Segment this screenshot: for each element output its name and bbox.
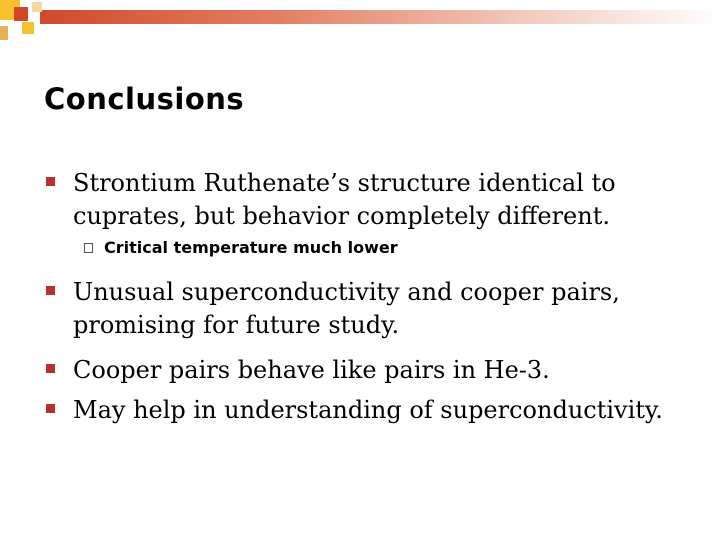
square-bullet-icon — [46, 177, 55, 186]
banner-square-decoration — [22, 22, 34, 34]
banner-square-decoration — [0, 26, 8, 40]
banner-gradient-bar — [40, 10, 720, 24]
square-bullet-icon — [46, 364, 55, 373]
banner-square-decoration — [14, 7, 28, 21]
bullet-text: Unusual superconductivity and cooper pairs, promising for future study. — [73, 278, 620, 339]
sub-bullet-text: Critical temperature much lower — [104, 238, 398, 257]
bullet-text: Cooper pairs behave like pairs in He-3. — [73, 356, 550, 384]
banner-square-decoration — [32, 2, 42, 12]
square-bullet-icon — [46, 286, 55, 295]
decorative-banner — [0, 0, 720, 40]
hollow-square-bullet-icon — [84, 243, 93, 253]
bullet-text: Strontium Ruthenate’s structure identical to cuprates, but behavior completely different. — [73, 169, 616, 230]
slide-title: Conclusions — [44, 82, 245, 116]
bullet-text: May help in understanding of superconductivity. — [73, 396, 663, 424]
square-bullet-icon — [46, 404, 55, 413]
